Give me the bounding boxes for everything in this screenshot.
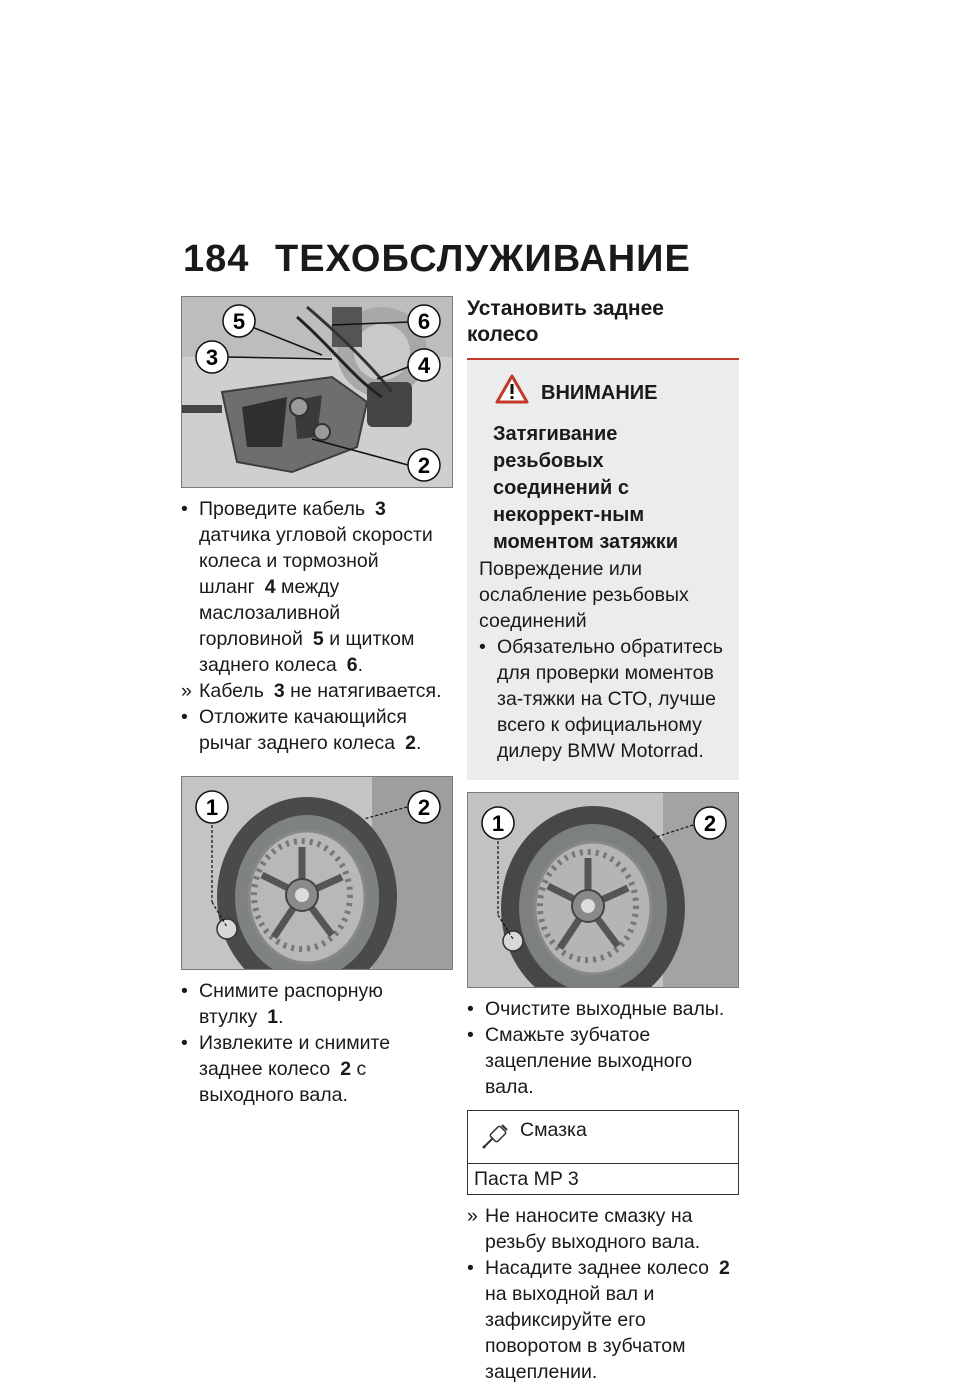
step-list-1	[181, 496, 453, 756]
step-text: Не наносите смазку на резьбу выходного вала.	[485, 1205, 701, 1253]
list-item	[467, 1022, 739, 1100]
warning-consequence: Повреждение или ослабление резьбовых соединений	[479, 558, 689, 632]
rear-wheel-install-illustration	[468, 793, 738, 987]
bullet-mark: •	[467, 1257, 474, 1279]
callout-4: 4	[417, 353, 431, 378]
list-item	[467, 1203, 739, 1255]
result-mark: »	[467, 1205, 478, 1227]
grease-gun-icon	[480, 1121, 510, 1158]
callout-3: 3	[205, 345, 219, 370]
bullet-mark: •	[479, 636, 486, 658]
list-item	[181, 1030, 453, 1108]
ref-number: 2	[340, 1058, 352, 1080]
step-text: на выходной вал и зафиксируйте его поворотом в зубчатом зацеплении.	[485, 1283, 686, 1383]
bullet-mark: •	[467, 998, 474, 1020]
result-mark: »	[181, 680, 192, 702]
callout-5: 5	[232, 309, 246, 334]
footrest-bracket-illustration	[182, 297, 452, 487]
list-item	[181, 678, 453, 704]
left-column	[181, 296, 453, 1108]
step-text: Снимите распорную втулку	[199, 980, 383, 1028]
bullet-mark: •	[181, 498, 188, 520]
step-text: и щитком заднего колеса	[199, 628, 415, 676]
warning-title: Затягивание резьбовых соединений с некоррект-ным моментом затяжки	[493, 423, 679, 553]
warning-action	[479, 634, 727, 764]
step-text: .	[357, 654, 363, 676]
step-list-2	[181, 978, 453, 1108]
page-title: ТЕХОБСЛУЖИВАНИЕ	[275, 238, 691, 280]
ref-number: 3	[273, 680, 285, 702]
step-text: датчика угловой скорости колеса и тормозной шланг	[199, 524, 433, 598]
ref-number: 5	[312, 628, 324, 650]
ref-number: 2	[405, 732, 416, 754]
step-text: Очистите выходные валы.	[485, 998, 725, 1020]
list-item	[181, 978, 453, 1030]
callout-1: 1	[205, 795, 219, 820]
step-text: Кабель	[199, 680, 264, 702]
ref-number: 4	[264, 576, 276, 598]
list-item	[467, 1255, 739, 1385]
list-item	[181, 496, 453, 678]
warning-header	[479, 374, 727, 411]
step-text: Проведите кабель	[199, 498, 365, 520]
lubricant-label: Смазка	[520, 1119, 587, 1141]
lubricant-value: Паста MP 3	[474, 1168, 579, 1190]
callout-6: 6	[417, 309, 431, 334]
page-header	[183, 238, 691, 281]
page-number: 184	[183, 238, 250, 280]
lubricant-table	[467, 1110, 739, 1195]
callout-2: 2	[417, 453, 431, 478]
lubricant-header	[468, 1111, 738, 1164]
step-text: между маслозаливной горловиной	[199, 576, 341, 650]
step-text: с выходного вала.	[199, 1058, 367, 1106]
warning-box	[467, 360, 739, 780]
step-text: .	[415, 732, 422, 754]
step-list-4	[467, 1203, 739, 1385]
photo-footrest-bracket	[181, 296, 453, 488]
callout-2: 2	[417, 795, 431, 820]
section-title: Установить заднее колесо	[467, 296, 739, 360]
step-text: Отложите качающийся рычаг заднего колеса	[199, 706, 407, 754]
bullet-mark: •	[181, 980, 188, 1002]
photo-rear-wheel-install	[467, 792, 739, 988]
photo-rear-wheel-removal	[181, 776, 453, 970]
ref-number: 3	[375, 498, 386, 520]
step-text: Извлеките и снимите заднее колесо	[199, 1032, 391, 1080]
step-text: Насадите заднее колесо	[485, 1257, 710, 1279]
warning-action-text: Обязательно обратитесь для проверки моментов за-тяжки на СТО, лучше всего к официальному дилеру BMW Motorrad.	[497, 636, 723, 762]
callout-1: 1	[491, 811, 505, 836]
bullet-mark: •	[181, 1032, 188, 1054]
step-list-3	[467, 996, 739, 1100]
ref-number: 2	[719, 1257, 730, 1279]
step-text: .	[278, 1006, 284, 1028]
step-text: не натягивается.	[290, 680, 442, 702]
right-column	[467, 296, 739, 1385]
rear-wheel-illustration	[182, 777, 452, 969]
step-text: Смажьте зубчатое зацепление выходного вала.	[485, 1024, 693, 1098]
ref-number: 1	[267, 1006, 279, 1028]
bullet-mark: •	[467, 1024, 474, 1046]
bullet-mark: •	[181, 706, 188, 728]
warning-triangle-icon	[495, 374, 529, 411]
warning-label: ВНИМАНИЕ	[541, 381, 658, 404]
callout-2: 2	[703, 811, 717, 836]
ref-number: 6	[346, 654, 358, 676]
list-item	[467, 996, 739, 1022]
list-item	[181, 704, 453, 756]
